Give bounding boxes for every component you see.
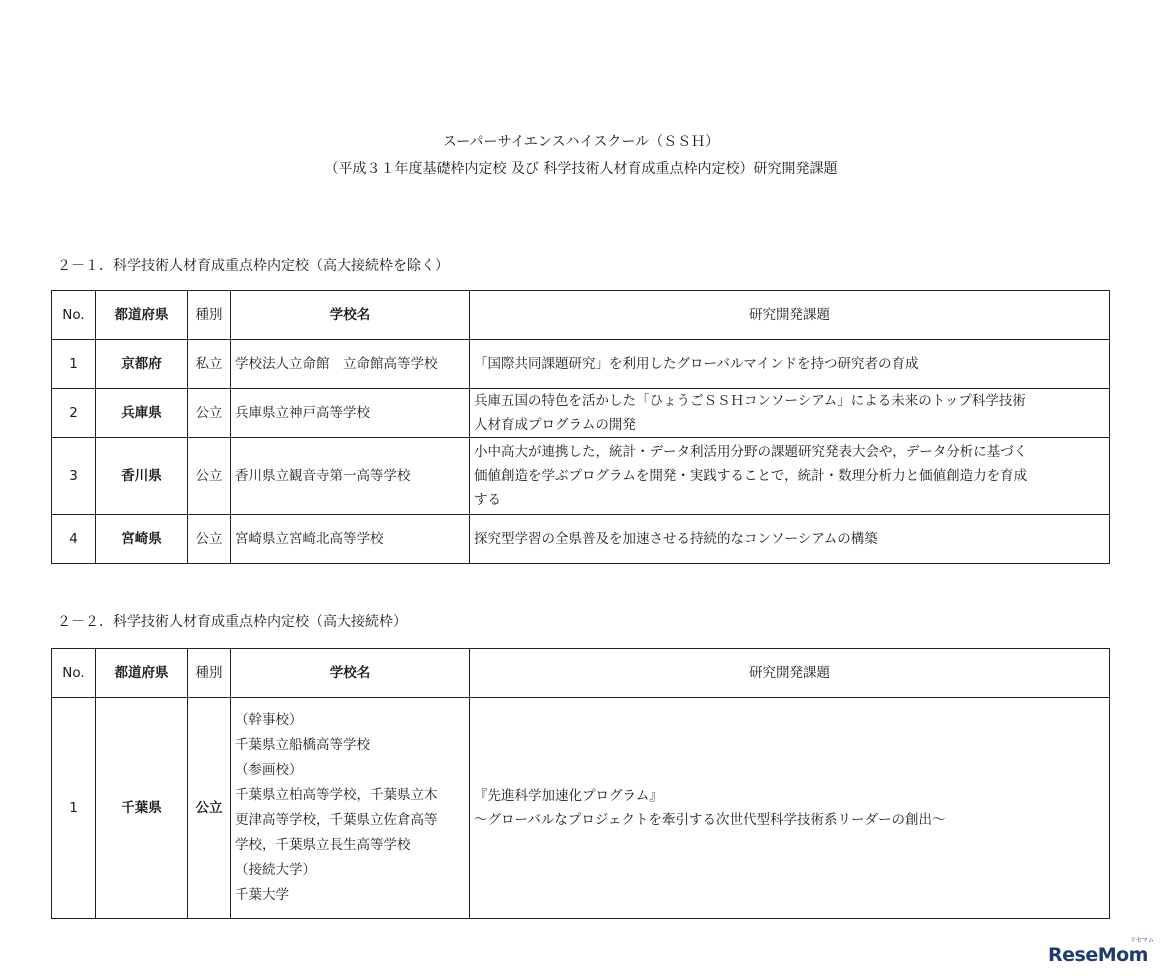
table-row bbox=[52, 698, 1110, 919]
header-school-name: 学校名 bbox=[231, 649, 470, 698]
cell-no: 1 bbox=[52, 698, 96, 919]
cell-school-name bbox=[231, 698, 470, 919]
cell-type: 公立 bbox=[188, 515, 231, 564]
header-type: 種別 bbox=[188, 291, 231, 340]
cell-prefecture: 香川県 bbox=[96, 438, 188, 515]
cell-prefecture: 千葉県 bbox=[96, 698, 188, 919]
table-row bbox=[52, 515, 1110, 564]
cell-no: 1 bbox=[52, 340, 96, 389]
cell-prefecture: 宮崎県 bbox=[96, 515, 188, 564]
cell-prefecture: 兵庫県 bbox=[96, 389, 188, 438]
cell-no: 4 bbox=[52, 515, 96, 564]
cell-research-theme bbox=[470, 698, 1110, 919]
theme-line: 人材育成プログラムの開発 bbox=[474, 417, 636, 433]
cell-type: 私立 bbox=[188, 340, 231, 389]
section-heading-2-1: ２－１．科学技術人材育成重点枠内定校（高大接続枠を除く） bbox=[57, 258, 449, 274]
cell-school-name: 香川県立観音寺第一高等学校 bbox=[231, 438, 470, 515]
school-line: 千葉大学 bbox=[235, 887, 289, 903]
table-row bbox=[52, 389, 1110, 438]
school-line: （接続大学） bbox=[235, 862, 316, 878]
school-line: 千葉県立船橋高等学校 bbox=[235, 737, 370, 753]
theme-line: 兵庫五国の特色を活かした「ひょうごＳＳＨコンソーシアム」による未来のトップ科学技術 bbox=[474, 393, 1026, 409]
theme-line: する bbox=[474, 492, 501, 508]
theme-line: 『先進科学加速化プログラム』 bbox=[474, 788, 663, 804]
header-prefecture: 都道府県 bbox=[96, 291, 188, 340]
cell-research-theme bbox=[470, 389, 1110, 438]
table-header-row bbox=[52, 649, 1110, 698]
school-line: （幹事校） bbox=[235, 712, 303, 728]
header-research-theme: 研究開発課題 bbox=[470, 291, 1110, 340]
cell-research-theme bbox=[470, 438, 1110, 515]
section-heading-2-2: ２－２．科学技術人材育成重点枠内定校（高大接続枠） bbox=[57, 614, 407, 630]
cell-type: 公立 bbox=[188, 438, 231, 515]
theme-line: 小中高大が連携した，統計・データ利活用分野の課題研究発表大会や，データ分析に基づく bbox=[474, 444, 1028, 460]
cell-school-name: 学校法人立命館 立命館高等学校 bbox=[231, 340, 470, 389]
cell-school-name: 兵庫県立神戸高等学校 bbox=[231, 389, 470, 438]
table-row bbox=[52, 438, 1110, 515]
resemom-logo-ruby: リセマム bbox=[1130, 937, 1154, 944]
header-no: No. bbox=[52, 291, 96, 340]
cell-school-name: 宮崎県立宮崎北高等学校 bbox=[231, 515, 470, 564]
cell-type: 公立 bbox=[188, 389, 231, 438]
cell-prefecture: 京都府 bbox=[96, 340, 188, 389]
theme-line: 価値創造を学ぶプログラムを開発・実践することで，統計・数理分析力と価値創造力を育成 bbox=[474, 468, 1028, 484]
table-section-2-1 bbox=[51, 290, 1110, 564]
resemom-logo: ReseMom bbox=[1048, 944, 1148, 966]
theme-line: 探究型学習の全県普及を加速させる持続的なコンソーシアムの構築 bbox=[474, 531, 878, 547]
table-section-2-2 bbox=[51, 648, 1110, 919]
cell-no: 3 bbox=[52, 438, 96, 515]
school-line: 更津高等学校，千葉県立佐倉高等 bbox=[235, 812, 438, 828]
header-prefecture: 都道府県 bbox=[96, 649, 188, 698]
theme-line: ～グローバルなプロジェクトを牽引する次世代型科学技術系リーダーの創出～ bbox=[474, 812, 946, 828]
document-subtitle: （平成３１年度基礎枠内定校 及び 科学技術人材育成重点枠内定校）研究開発課題 bbox=[324, 161, 838, 177]
theme-line: 「国際共同課題研究」を利用したグローバルマインドを持つ研究者の育成 bbox=[474, 356, 919, 372]
cell-research-theme bbox=[470, 515, 1110, 564]
table-header-row bbox=[52, 291, 1110, 340]
school-line: 千葉県立柏高等学校，千葉県立木 bbox=[235, 787, 438, 803]
school-line: 学校，千葉県立長生高等学校 bbox=[235, 837, 411, 853]
header-type: 種別 bbox=[188, 649, 231, 698]
document-title: スーパーサイエンスハイスクール（ＳＳＨ） bbox=[442, 134, 720, 150]
cell-type: 公立 bbox=[188, 698, 231, 919]
header-research-theme: 研究開発課題 bbox=[470, 649, 1110, 698]
header-no: No. bbox=[52, 649, 96, 698]
header-school-name: 学校名 bbox=[231, 291, 470, 340]
table-row bbox=[52, 340, 1110, 389]
cell-research-theme bbox=[470, 340, 1110, 389]
cell-no: 2 bbox=[52, 389, 96, 438]
school-line: （参画校） bbox=[235, 762, 303, 778]
